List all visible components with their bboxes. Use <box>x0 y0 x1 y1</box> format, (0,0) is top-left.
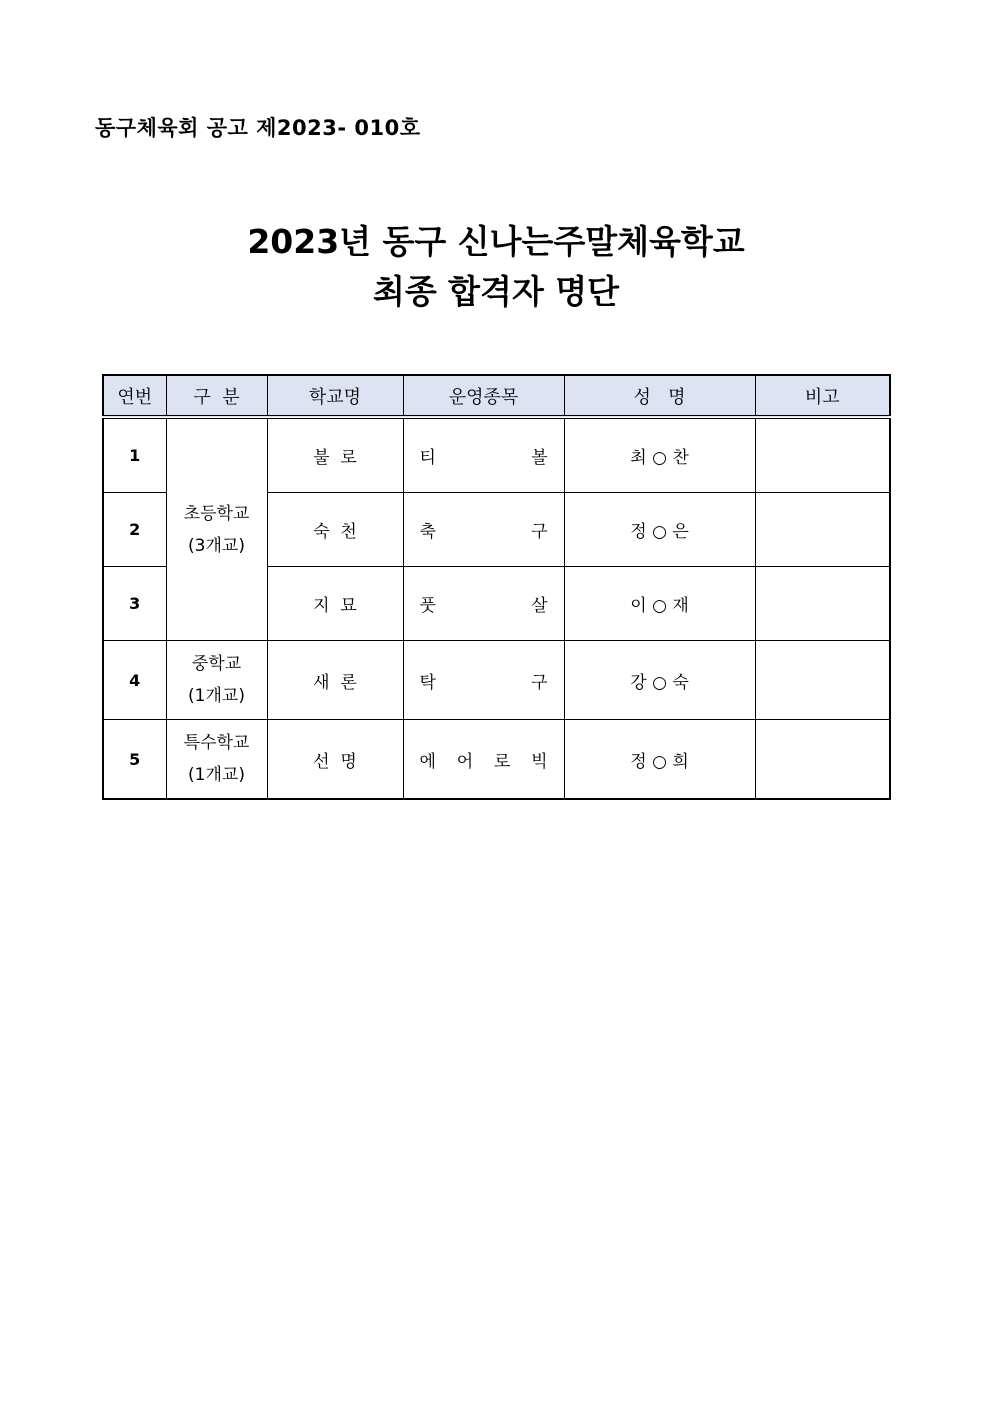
sport-char: 풋 <box>419 596 436 616</box>
row-number: 2 <box>103 493 166 567</box>
header-note: 비고 <box>755 375 890 417</box>
division-label: 초등학교 <box>183 503 250 524</box>
table-row <box>103 417 890 493</box>
person-name: 정 ○ 희 <box>564 720 755 800</box>
sport-char: 구 <box>531 672 548 693</box>
sport-char: 살 <box>531 596 548 616</box>
division-label: 중학교 <box>191 654 242 674</box>
header-no: 연번 <box>103 375 166 417</box>
header-school: 학교명 <box>267 375 403 417</box>
division-count: (1개교) <box>188 765 245 785</box>
person-name: 정 ○ 은 <box>564 493 755 567</box>
header-name: 성 명 <box>564 375 755 417</box>
school-name: 지 묘 <box>267 567 403 641</box>
header-sport: 운영종목 <box>403 375 564 417</box>
division-cell <box>166 720 267 800</box>
header-division: 구 분 <box>166 375 267 417</box>
table-row <box>103 720 890 800</box>
row-number: 4 <box>103 641 166 720</box>
division-count: (1개교) <box>188 686 245 706</box>
sport-char: 볼 <box>531 448 548 468</box>
sport-char: 어 <box>456 751 474 772</box>
division-label: 특수학교 <box>183 733 250 753</box>
sport-char: 로 <box>493 751 511 772</box>
sport-cell <box>403 417 564 493</box>
table-row <box>103 641 890 720</box>
school-name: 선 명 <box>267 720 403 800</box>
sport-char: 탁 <box>419 672 436 693</box>
sport-char: 에 <box>419 751 436 772</box>
division-cell <box>166 417 267 641</box>
sport-char: 구 <box>531 522 548 542</box>
row-number: 3 <box>103 567 166 641</box>
document-title-line2: 최종 합격자 명단 <box>372 272 620 311</box>
row-number: 5 <box>103 720 166 800</box>
note-cell <box>755 567 890 641</box>
notice-number: 동구체육회 공고 제2023- 010호 <box>95 116 421 140</box>
note-cell <box>755 720 890 800</box>
sport-char: 빅 <box>531 751 548 772</box>
sport-cell <box>403 493 564 567</box>
school-name: 새 론 <box>267 641 403 720</box>
table-header-row <box>103 375 890 417</box>
note-cell <box>755 417 890 493</box>
division-count: (3개교) <box>188 535 245 556</box>
sport-cell <box>403 567 564 641</box>
school-name: 숙 천 <box>267 493 403 567</box>
person-name: 이 ○ 재 <box>564 567 755 641</box>
note-cell <box>755 641 890 720</box>
sport-char: 티 <box>419 448 436 468</box>
row-number: 1 <box>103 417 166 493</box>
school-name: 불 로 <box>267 417 403 493</box>
sport-cell <box>403 720 564 800</box>
sport-cell <box>403 641 564 720</box>
sport-char: 축 <box>419 522 436 542</box>
division-cell <box>166 641 267 720</box>
document-title-line1: 2023년 동구 신나는주말체육학교 <box>247 222 745 261</box>
note-cell <box>755 493 890 567</box>
person-name: 강 ○ 숙 <box>564 641 755 720</box>
person-name: 최 ○ 찬 <box>564 417 755 493</box>
roster-table <box>102 374 891 800</box>
